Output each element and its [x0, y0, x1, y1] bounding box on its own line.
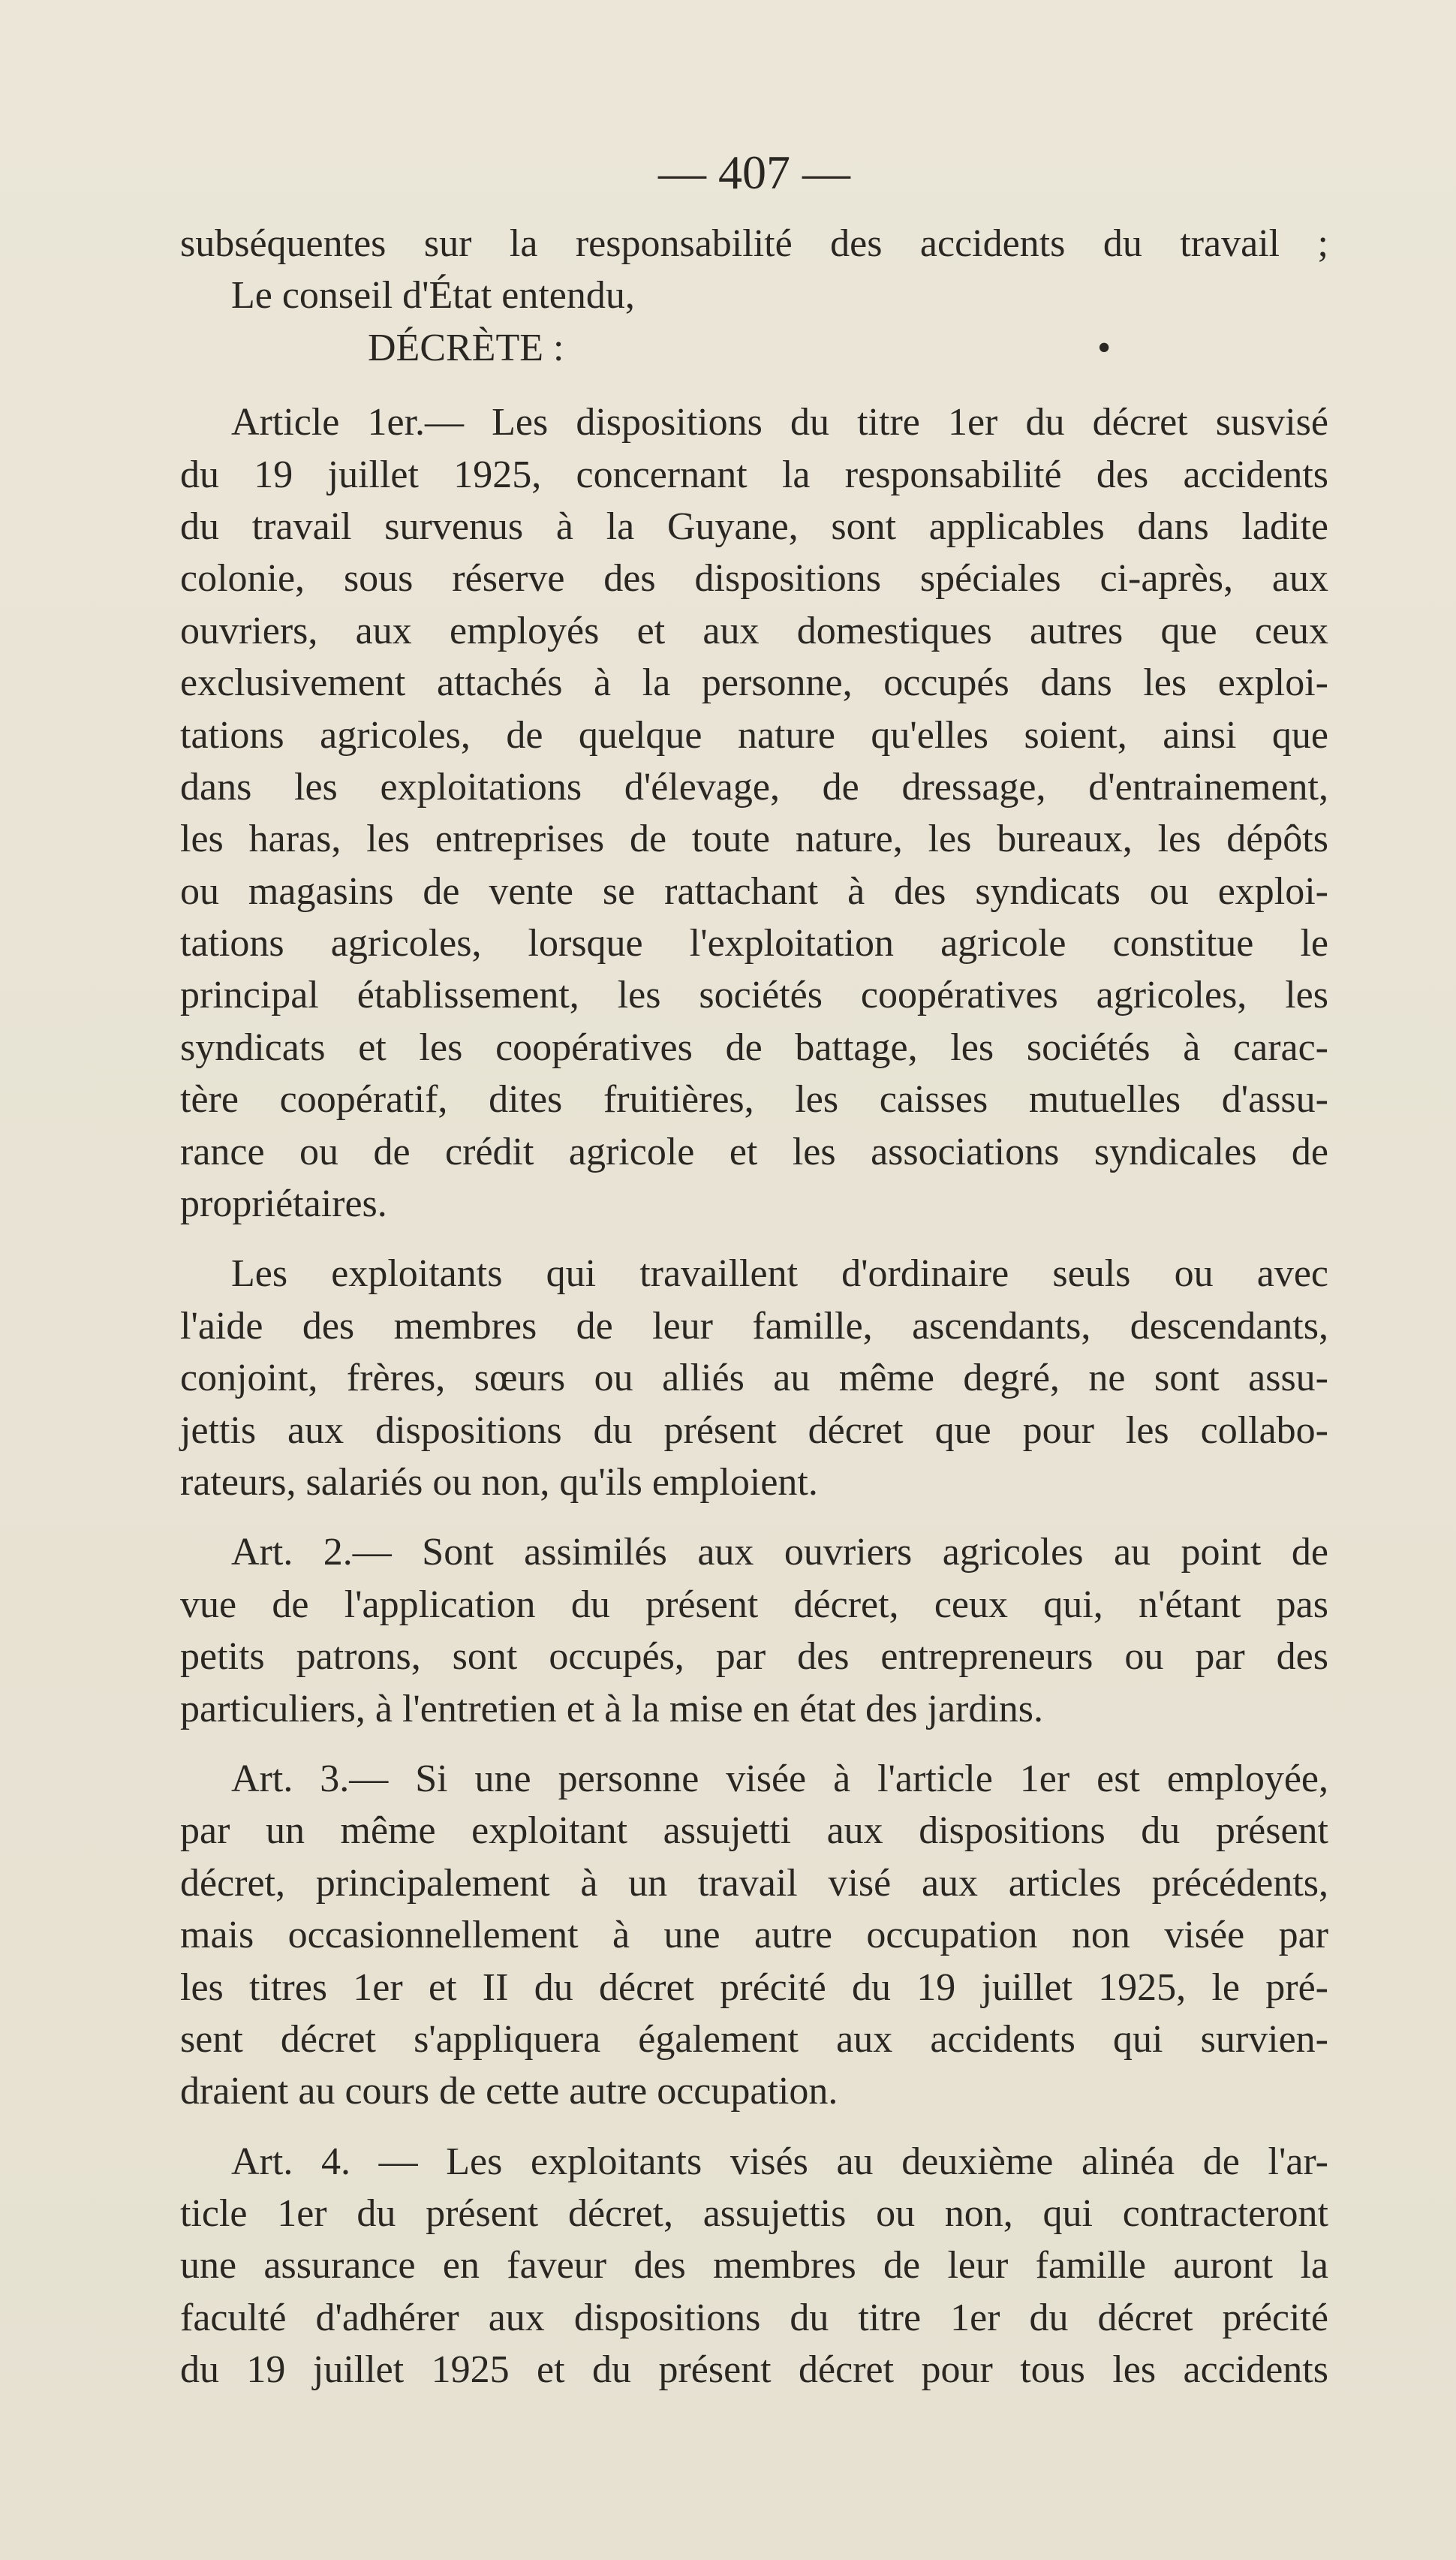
stray-mark: • — [1097, 326, 1112, 369]
text-line: vue de l'application du présent décret, ceux qui, n'étant pas — [180, 1583, 1328, 1626]
article-1 — [180, 396, 1328, 1230]
text-line: une assurance en faveur des membres de leur famille auront la — [180, 2244, 1328, 2287]
text-line: faculté d'adhérer aux dispositions du titre 1er du décret précité — [180, 2296, 1328, 2339]
article-2 — [180, 1526, 1328, 1735]
text-line: propriétaires. — [180, 1182, 387, 1226]
text-line: Art. 3.— Si une personne visée à l'article 1er est employée, — [231, 1757, 1328, 1800]
text-line: principal établissement, les sociétés coopératives agricoles, les — [180, 974, 1328, 1017]
text-line: particuliers, à l'entretien et à la mise en état des jardins. — [180, 1687, 1044, 1730]
text-line: sent décret s'appliquera également aux accidents qui survien- — [180, 2017, 1328, 2061]
text-line: décret, principalement à un travail visé aux articles précédents, — [180, 1861, 1328, 1905]
text-line: Le conseil d'État entendu, — [231, 274, 635, 318]
text-line: tère coopératif, dites fruitières, les caisses mutuelles d'assu- — [180, 1078, 1328, 1122]
text-line: petits patrons, sont occupés, par des entrepreneurs ou par des — [180, 1635, 1328, 1679]
text-line: draient au cours de cette autre occupation. — [180, 2070, 838, 2113]
text-line: Les exploitants qui travaillent d'ordinaire seuls ou avec — [231, 1252, 1328, 1296]
text-line: dans les exploitations d'élevage, de dressage, d'entrainement, — [180, 765, 1328, 809]
text-line: tations agricoles, lorsque l'exploitation agricole constitue le — [180, 922, 1328, 965]
text-line: rance ou de crédit agricole et les associations syndicales de — [180, 1130, 1328, 1173]
text-block — [180, 135, 1328, 2396]
text-line: jettis aux dispositions du présent décret que pour les collabo- — [180, 1408, 1328, 1452]
decree-label: DÉCRÈTE : — [368, 326, 564, 369]
article-1-paragraph-2 — [180, 1248, 1328, 1508]
text-line: par un même exploitant assujetti aux dispositions du présent — [180, 1809, 1328, 1853]
text-line: tations agricoles, de quelque nature qu'elles soient, ainsi que — [180, 713, 1328, 757]
text-line: du 19 juillet 1925 et du présent décret pour tous les accidents — [180, 2348, 1328, 2392]
page-number: — 407 — — [658, 146, 850, 199]
text-line: colonie, sous réserve des dispositions spéciales ci-après, aux — [180, 557, 1328, 601]
text-line: subséquentes sur la responsabilité des accidents du travail ; — [180, 222, 1328, 265]
text-line: ou magasins de vente se rattachant à des syndicats ou exploi- — [180, 869, 1328, 913]
text-line: du travail survenus à la Guyane, sont applicables dans ladite — [180, 504, 1328, 548]
text-line: exclusivement attachés à la personne, occupés dans les exploi- — [180, 661, 1328, 705]
text-line: rateurs, salariés ou non, qu'ils emploient. — [180, 1460, 818, 1504]
text-line: les haras, les entreprises de toute nature, les bureaux, les dépôts — [180, 818, 1328, 861]
article-3 — [180, 1753, 1328, 2118]
text-line: Article 1er.— Les dispositions du titre 1er du décret susvisé — [231, 401, 1328, 444]
article-4 — [180, 2136, 1328, 2396]
text-line: ticle 1er du présent décret, assujettis ou non, qui contracteront — [180, 2192, 1328, 2236]
text-line: syndicats et les coopératives de battage, les sociétés à carac- — [180, 1026, 1328, 1069]
text-line: Art. 2.— Sont assimilés aux ouvriers agricoles au point de — [231, 1531, 1328, 1574]
text-line: du 19 juillet 1925, concernant la responsabilité des accidents — [180, 453, 1328, 496]
text-line: l'aide des membres de leur famille, ascendants, descendants, — [180, 1304, 1328, 1348]
text-line: Art. 4. — Les exploitants visés au deuxième alinéa de l'ar- — [231, 2140, 1328, 2183]
text-line: les titres 1er et II du décret précité du 19 juillet 1925, le pré- — [180, 1965, 1328, 2009]
text-line: ouvriers, aux employés et aux domestiques autres que ceux — [180, 609, 1328, 652]
text-line: mais occasionnellement à une autre occupation non visée par — [180, 1914, 1328, 1957]
decree-heading — [180, 322, 1328, 374]
text-line: conjoint, frères, sœurs ou alliés au même degré, ne sont assu- — [180, 1357, 1328, 1400]
